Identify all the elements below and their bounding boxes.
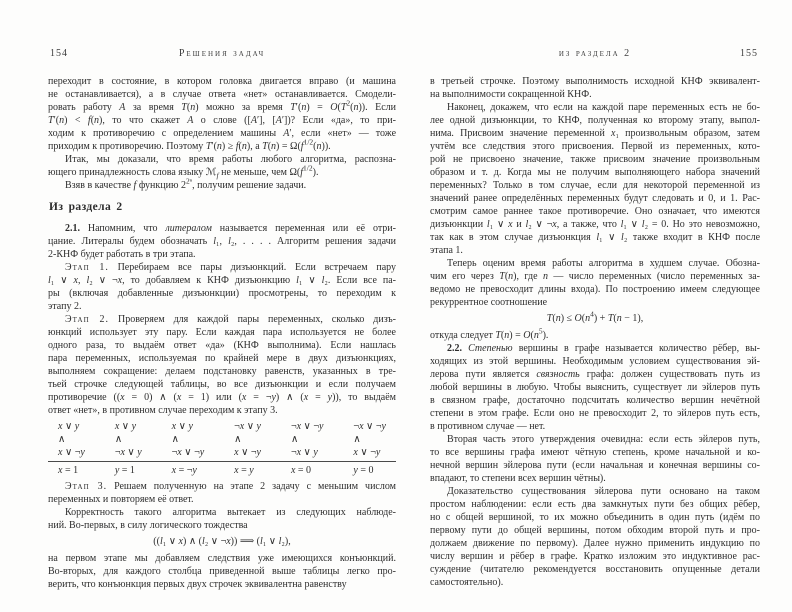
text-line: лерова пути является связность графа: должен существовать путь из <box>430 369 760 380</box>
table-cell: x ∨ ¬y <box>234 447 261 458</box>
table-column <box>172 420 205 477</box>
text-line: на первом этапе мы добавляем следствия уже имеющихся конъюнкций. <box>48 553 396 564</box>
text-line: 2.2. Степенью вершины в графе называется количество рёбер, вы- <box>447 343 761 354</box>
table-rule <box>48 461 396 462</box>
text-line: пара переменных, используемая по крайней мере в двух дизъюнкциях, <box>48 353 396 364</box>
text-line: тьей строчке следующей таблицы, во все дизъюнкции и если получаем <box>48 379 396 390</box>
text-line: дизъюнкции l₁ ∨ x и l₂ ∨ ¬x, а также, что l₁ ∨ l₂ = 0. Но это невозможно, <box>430 219 760 230</box>
text-line: юнкций использует эту пару. Если каждая пара используется не более <box>48 327 396 338</box>
text-line: степени в этом графе. Если оно не превосходит 2, то эйлеров путь есть, <box>430 408 760 419</box>
table-column <box>353 420 386 477</box>
table-cell: ¬x ∨ y <box>114 447 142 458</box>
right-running-head: из раздела 2 <box>558 48 632 59</box>
text-line: самостоятельно). <box>430 577 504 588</box>
paragraph <box>48 261 396 313</box>
text-line: Вторая часть этого утверждения очевидна: если есть эйлеров путь, <box>447 434 760 445</box>
left-page-number: 154 <box>50 48 68 59</box>
text-line: в третьей строчке. Поэтому выполнимость исходной КНФ эквивалент- <box>430 76 760 87</box>
text-line: первому пути до общей вершины, потом обходим второй путь и про- <box>430 525 760 536</box>
text-line: в связном графе, достаточно подсчитать количество вершин нечётной <box>430 395 760 406</box>
table-cell: ∧ <box>234 434 242 445</box>
table-cell: x ∨ y <box>171 421 193 432</box>
text-line: Наконец, докажем, что если на каждой паре переменных есть не бо- <box>447 102 760 113</box>
text-line: должаем движение по первому). Далее нужно применить индукцию по <box>430 538 760 549</box>
text-line: Этап 3. Решаем полученную на этапе 2 задачу с меньшим числом <box>65 481 396 492</box>
table-result-cell: x = 0 <box>290 465 312 476</box>
paragraph <box>48 176 396 192</box>
left-page-header <box>48 48 396 62</box>
text-line: ющего принадлежность слова языку ℳ$_f$ не меньше, чем $\Omega(f^{1/2})$. <box>48 163 319 180</box>
paragraph <box>430 433 760 485</box>
substitution-table <box>48 418 396 477</box>
text-line: ходим к противоречию с определением машины A′, если «нет» — тоже <box>48 128 397 139</box>
text-line: 2.1. Напомним, что литералом называется переменная или её отри- <box>65 223 396 234</box>
text-line: ний. Во-первых, в силу логического тождества <box>48 520 248 531</box>
table-cell: x ∨ y <box>114 421 137 432</box>
paragraph <box>48 75 396 153</box>
table-result-cell: x = ¬y <box>171 465 197 476</box>
text-line: числу вершин и рёбер в графе. Кратко изложим это индуктивное рас- <box>430 551 760 562</box>
table-column <box>58 420 85 477</box>
text-line: не останавливается), а в случае ответа «нет» останавливается. Смодели- <box>48 89 396 100</box>
paragraph <box>430 485 760 589</box>
right-page <box>430 48 760 589</box>
text-line: чим его через T(n), где n — число переменных (число переменных за- <box>430 271 760 282</box>
table-column <box>234 420 261 477</box>
table-cell: ¬x ∨ ¬y <box>290 421 324 432</box>
text-line: приходим к противоречию. Поэтому T′(n) ≥ f(n), а $T(n) = \Omega(f^{1/2}(n))$. <box>48 137 331 152</box>
table-result-cell: x = y <box>234 465 254 476</box>
text-line: на выполнимости сокращенной КНФ. <box>430 89 592 100</box>
paragraph <box>48 480 396 506</box>
text-line: Итак, мы доказали, что время работы любого алгоритма, распозна- <box>65 154 396 165</box>
text-line: так как в этом случае дизъюнкция l₁ ∨ l₂ также входит в КНФ после <box>430 232 761 243</box>
text-line: нечной вершин эйлерова пути (если начальная и конечная вершины со- <box>430 460 760 471</box>
text-line: откуда следует $T(n) = O(n^5)$. <box>430 326 549 341</box>
text-line: T′(n) < f(n), то что скажет A о слове ([A′], [A′])? Если «да», то при- <box>48 115 396 126</box>
text-line: нима. Присвоим значение переменной x₁ произвольным образом, затем <box>430 128 760 139</box>
table-cell: ¬x ∨ y <box>234 421 261 432</box>
paragraph <box>430 326 760 342</box>
table-result-cell: x = 1 <box>58 465 79 476</box>
paragraph <box>430 257 760 309</box>
text-line: верить, что конъюнкция первых двух строчек эквивалентна равенству <box>48 579 347 590</box>
text-line: 2-КНФ будет работать в три этапа. <box>48 249 196 260</box>
text-line: в противном случае — нет. <box>430 421 546 432</box>
text-line: лее одной дизъюнкции, то КНФ, полученная ко второму этапу, выпол- <box>430 115 760 126</box>
text-line: противоречие ((x = 0) ∧ (x = 1) или (x = ¬y) ∧ (x = y)), то выдаём <box>48 392 397 403</box>
paragraph <box>48 222 396 261</box>
text-line: рекуррентное соотношение <box>430 297 548 308</box>
paragraph <box>48 506 396 532</box>
text-line: одного раза, то выдаём ответ «да» (КНФ выполнима). Если нашлась <box>48 340 396 351</box>
table-cell: ∧ <box>114 434 123 445</box>
text-line: ведомо не превосходит длины входа). По построению имеем следующее <box>430 284 760 295</box>
text-line: смотрим самое раннее такое противоречие. Оно означает, что имеются <box>430 206 760 217</box>
paragraph <box>430 101 760 257</box>
paragraph <box>48 313 396 417</box>
table-cell: ∧ <box>58 434 66 445</box>
text-line: ходящих из этой вершины. Необходимым условием существования эй- <box>430 356 760 367</box>
table-cell: x ∨ ¬y <box>353 447 381 458</box>
table-cell: ¬x ∨ ¬y <box>353 421 386 432</box>
left-running-head: Решения задач <box>178 48 266 59</box>
table-result-cell: y = 1 <box>114 465 135 476</box>
text-line: цание. Литералы будем обозначать l₁, l₂, . . . . Алгоритм решения задачи <box>48 236 396 247</box>
paragraph <box>48 153 396 179</box>
table-column <box>115 420 142 477</box>
text-line: суждение (читателю рекомендуется восстановить опущенные детали <box>430 564 760 575</box>
left-page-content <box>48 75 396 591</box>
text-line: этапу 2. <box>48 301 82 312</box>
right-page-number: 155 <box>740 48 758 59</box>
text-line: переменных и повторяем её ответ. <box>48 494 194 505</box>
text-line: образом и т. д. Когда мы не получим выполняющего набора значений <box>430 167 760 178</box>
text-line: учтём все следствия этого присвоения. Первой из переменных, кото- <box>430 141 760 152</box>
text-line: l₁ ∨ x, l₂ ∨ ¬x, то добавляем к КНФ дизъюнкцию l₁ ∨ l₂. Если все па- <box>48 275 396 286</box>
text-line: простом наблюдении: если есть два замкнутых пути без общих рёбер, <box>430 499 760 510</box>
table-cell: x ∨ ¬y <box>58 447 85 458</box>
display-formula: ((l₁ ∨ x) ∧ (l₂ ∨ ¬x)) ⟹ (l₁ ∨ l₂), <box>153 536 291 547</box>
table-column <box>291 420 324 477</box>
text-line: ры (включая добавленные дизъюнкции) просмотрены, то переходим к <box>48 288 396 299</box>
text-line: но с общей вершиной, то их можно объединить в один путь (идём по <box>430 512 760 523</box>
text-line: ответ «нет», в противном случае переходим к этапу 3. <box>48 405 278 416</box>
table-cell: x ∨ y <box>58 421 80 432</box>
text-line: Этап 1. Перебираем все пары дизъюнкций. Если встречаем пару <box>65 262 396 273</box>
paragraph <box>48 552 396 591</box>
left-page <box>48 48 396 591</box>
text-line: Корректность такого алгоритма вытекает из следующих наблюде- <box>65 507 396 518</box>
table-cell: ∧ <box>290 434 299 445</box>
table-cell: ∧ <box>353 434 361 445</box>
section-heading: Из раздела 2 <box>49 201 123 213</box>
text-line: переходит в состояние, в котором головка двигается вправо (и машина <box>48 76 396 87</box>
right-page-header <box>430 48 760 62</box>
table-result-cell: y = 0 <box>353 465 374 476</box>
table-cell: ¬x ∨ ¬y <box>171 447 205 458</box>
table-cell: ∧ <box>171 434 179 445</box>
text-line: значений ранее определённых переменных будут следовать и 0, и 1. Рас- <box>430 193 760 204</box>
text-line: то все вершины графа имеют чётную степень, кроме начальной и ко- <box>430 447 760 458</box>
text-line: Теперь оценим время работы алгоритма в худшем случае. Обозна- <box>447 258 760 269</box>
text-line: впадают, то степени всех вершин чётны). <box>430 473 606 484</box>
text-line: Этап 2. Проверяем для каждой пары переменных, сколько дизъ- <box>65 314 396 325</box>
text-line: выполняем сокращение: делаем подстановку равенств, указанных в тре- <box>48 366 396 377</box>
text-line: рой не присвоено значение, также присвоим значение произвольным <box>430 154 760 165</box>
paragraph <box>430 342 760 433</box>
display-formula: $T(n) \le O(n^4) + T(n - 1)$, <box>546 309 644 324</box>
text-line: Взяв в качестве f функцию $2^{2^n}$, получим решение задачи. <box>65 176 307 191</box>
text-line: Во-вторых, для каждого столбца приведенной выше таблицы легко про- <box>48 566 396 577</box>
paragraph <box>430 75 760 101</box>
text-line: переменных? Только в том случае, если для некоторой переменной из <box>430 180 760 191</box>
text-line: Доказательство существования эйлерова пути основано на таком <box>447 486 760 497</box>
right-page-content <box>430 75 760 589</box>
text-line: этапа 1. <box>430 245 463 256</box>
text-line: любой вершины в любую. Чтобы выяснить, существует ли эйлеров путь <box>430 382 760 393</box>
table-cell: ¬x ∨ y <box>290 447 318 458</box>
text-line: ровать работу A за время T(n) можно за время $T'(n) = O(T^2(n))$. Если <box>48 98 396 113</box>
